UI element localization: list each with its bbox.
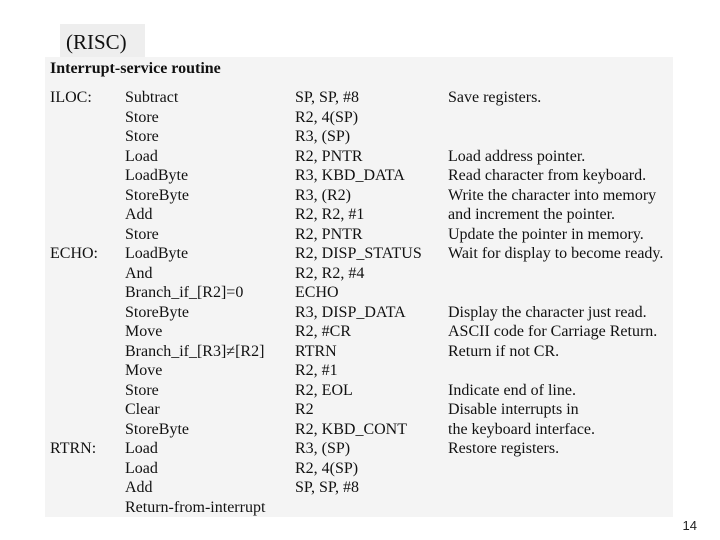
code-line bbox=[0, 127, 720, 147]
instruction: StoreByte bbox=[125, 303, 189, 321]
operands: R2, PNTR bbox=[295, 147, 363, 165]
instruction: Move bbox=[125, 323, 163, 340]
instruction: Branch_if_[R2]=0 bbox=[125, 284, 244, 301]
instruction: Load bbox=[125, 440, 158, 457]
code-line bbox=[0, 88, 720, 108]
code-line bbox=[0, 147, 720, 167]
instruction: Subtract bbox=[125, 89, 179, 106]
comment: Load address pointer. bbox=[448, 147, 586, 165]
code-line bbox=[0, 108, 720, 128]
code-line bbox=[0, 498, 720, 518]
operands: R3, KBD_DATA bbox=[295, 167, 405, 184]
operands: R2, EOL bbox=[295, 381, 353, 399]
comment: Return if not CR. bbox=[448, 342, 560, 360]
instruction: And bbox=[125, 264, 153, 282]
instruction: Add bbox=[125, 479, 153, 496]
operands: SP, SP, #8 bbox=[295, 479, 360, 496]
operands: R2, 4(SP) bbox=[295, 459, 359, 477]
instruction: LoadByte bbox=[125, 167, 189, 184]
operands: R2, R2, #4 bbox=[295, 264, 365, 282]
code-line bbox=[0, 420, 720, 440]
comment: Save registers. bbox=[448, 89, 542, 106]
instruction: Store bbox=[125, 128, 159, 145]
code-line bbox=[0, 166, 720, 186]
comment: Update the pointer in memory. bbox=[448, 225, 644, 243]
operands: R2, 4(SP) bbox=[295, 108, 359, 126]
code-line bbox=[0, 283, 720, 303]
operands: R2, #1 bbox=[295, 362, 338, 379]
operands: R3, DISP_DATA bbox=[295, 303, 406, 321]
line-label: ILOC: bbox=[50, 89, 92, 106]
operands: R3, (SP) bbox=[295, 440, 351, 457]
code-line bbox=[0, 186, 720, 206]
instruction: Store bbox=[125, 108, 159, 126]
code-line bbox=[0, 264, 720, 284]
operands: SP, SP, #8 bbox=[295, 89, 360, 106]
code-line bbox=[0, 244, 720, 264]
instruction: Branch_if_[R3]≠[R2] bbox=[125, 342, 265, 360]
comment: Indicate end of line. bbox=[448, 381, 576, 399]
comment: Wait for display to become ready. bbox=[448, 245, 664, 262]
comment: Write the character into memory bbox=[448, 186, 657, 204]
operands: R2 bbox=[295, 401, 314, 418]
operands: RTRN bbox=[295, 342, 337, 360]
instruction: Store bbox=[125, 225, 159, 243]
instruction: LoadByte bbox=[125, 245, 189, 262]
operands: R3, (R2) bbox=[295, 186, 351, 204]
operands: R2, PNTR bbox=[295, 225, 363, 243]
instruction: Load bbox=[125, 147, 158, 165]
instruction: StoreByte bbox=[125, 420, 189, 438]
instruction: StoreByte bbox=[125, 186, 189, 204]
operands: R2, R2, #1 bbox=[295, 206, 365, 223]
operands: R2, KBD_CONT bbox=[295, 420, 408, 438]
line-label: ECHO: bbox=[50, 245, 98, 262]
code-line bbox=[0, 381, 720, 401]
operands: ECHO bbox=[295, 284, 339, 301]
operands: R2, #CR bbox=[295, 323, 352, 340]
comment: Disable interrupts in bbox=[448, 401, 579, 418]
code-line bbox=[0, 478, 720, 498]
instruction: Move bbox=[125, 362, 163, 379]
operands: R3, (SP) bbox=[295, 128, 351, 145]
comment: Read character from keyboard. bbox=[448, 167, 647, 184]
code-line bbox=[0, 322, 720, 342]
code-line bbox=[0, 342, 720, 362]
instruction: Add bbox=[125, 206, 153, 223]
code-listing bbox=[0, 88, 720, 517]
code-line bbox=[0, 439, 720, 459]
code-line bbox=[0, 225, 720, 245]
instruction: Load bbox=[125, 459, 158, 477]
operands: R2, DISP_STATUS bbox=[295, 245, 422, 262]
code-line bbox=[0, 459, 720, 479]
page-number: 14 bbox=[682, 518, 697, 533]
comment: Display the character just read. bbox=[448, 303, 647, 321]
code-line bbox=[0, 205, 720, 225]
comment: Restore registers. bbox=[448, 440, 560, 457]
listing-heading: Interrupt-service routine bbox=[50, 60, 221, 77]
comment: the keyboard interface. bbox=[448, 420, 596, 438]
instruction: Store bbox=[125, 381, 159, 399]
code-line bbox=[0, 361, 720, 381]
section-label: (RISC) bbox=[60, 24, 145, 60]
comment: and increment the pointer. bbox=[448, 206, 616, 223]
instruction: Clear bbox=[125, 401, 160, 418]
instruction: Return-from-interrupt bbox=[125, 498, 266, 516]
line-label: RTRN: bbox=[50, 440, 97, 457]
comment: ASCII code for Carriage Return. bbox=[448, 323, 658, 340]
code-line bbox=[0, 400, 720, 420]
code-line bbox=[0, 303, 720, 323]
